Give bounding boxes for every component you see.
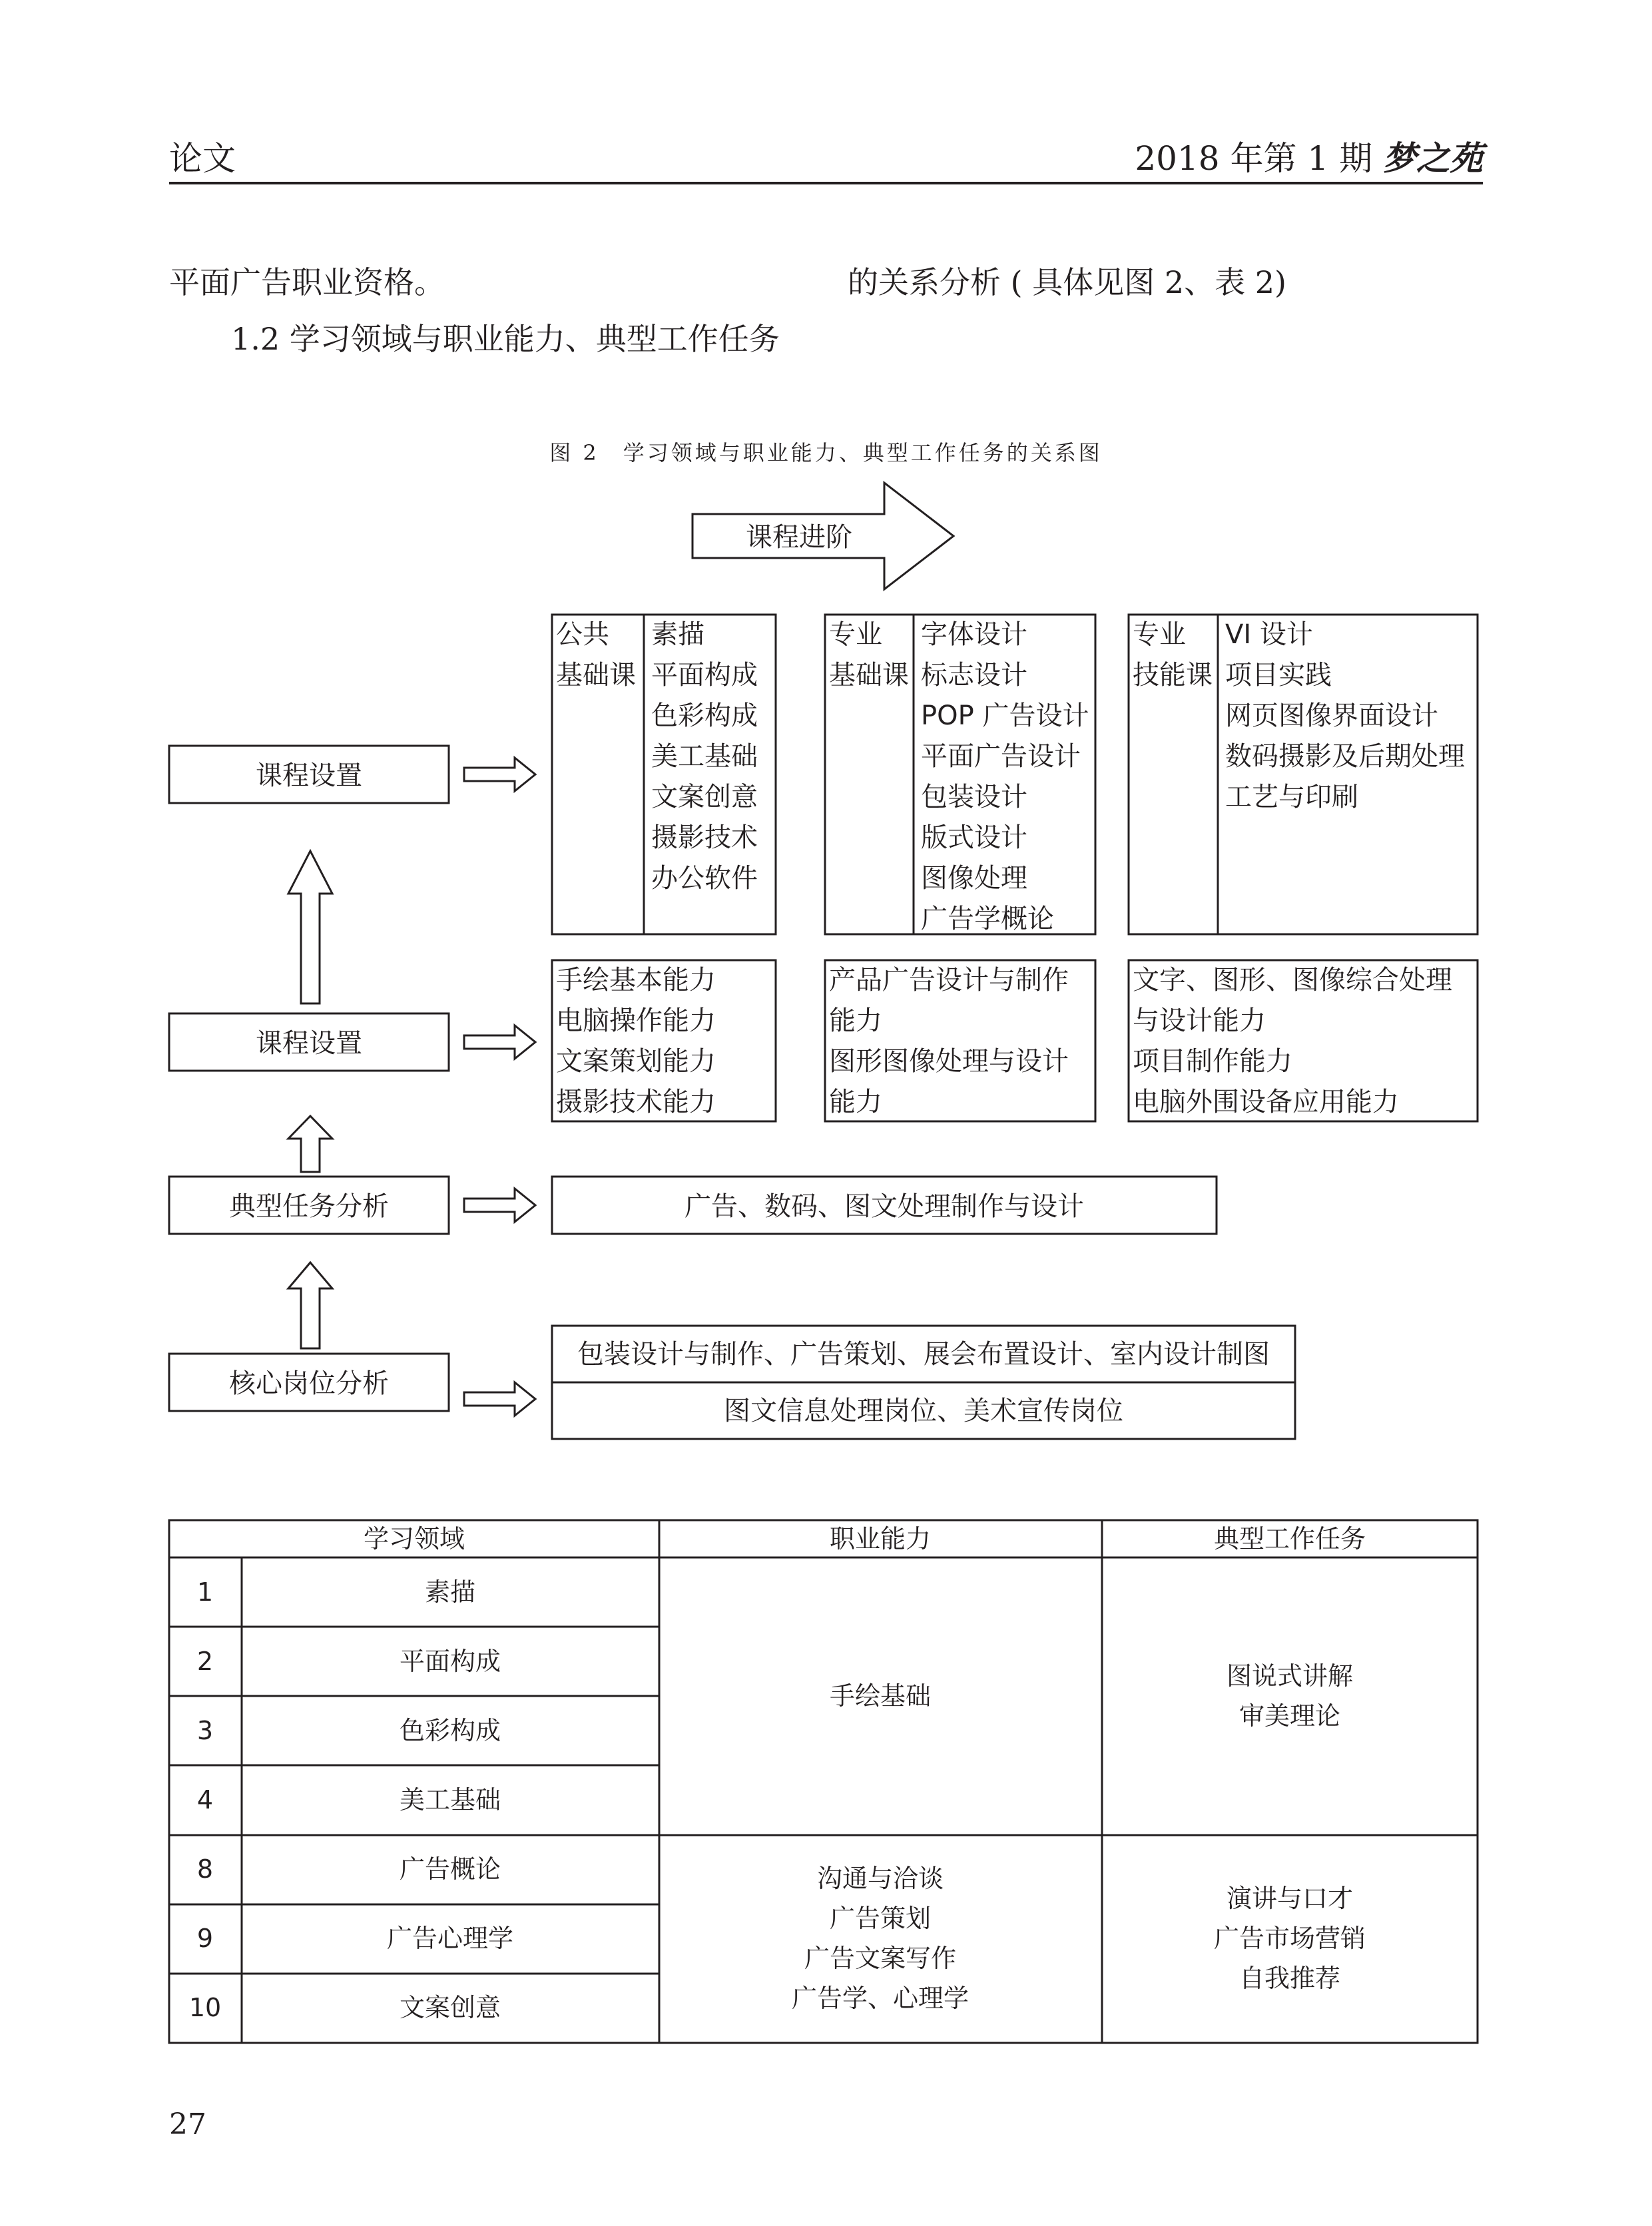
left-box-label: 核心岗位分析 [229, 1368, 389, 1399]
ability-line: 电脑操作能力 [556, 1005, 716, 1036]
right-arrow-2 [464, 1025, 535, 1059]
table-ability: 广告策划 [829, 1904, 932, 1933]
course-item: POP 广告设计 [921, 700, 1089, 731]
table-ability: 广告文案写作 [804, 1944, 957, 1973]
table-task: 广告市场营销 [1213, 1924, 1366, 1953]
table-ability: 广告学、心理学 [791, 1984, 969, 2013]
ability-line: 项目制作能力 [1133, 1046, 1292, 1077]
right-arrow-1 [464, 758, 535, 791]
section-heading: 1.2 学习领域与职业能力、典型工作任务 [231, 321, 780, 357]
body-line-left: 平面广告职业资格。 [169, 264, 445, 300]
course-item: 平面构成 [651, 660, 758, 691]
course-item: 版式设计 [921, 822, 1027, 853]
table-learning-area: 素描 [424, 1577, 476, 1607]
right-arrow-3 [464, 1189, 535, 1222]
table-learning-area: 广告概论 [399, 1854, 501, 1884]
ability-line: 能力 [829, 1087, 882, 1117]
table-task: 演讲与口才 [1226, 1884, 1354, 1913]
table-task: 图说式讲解 [1226, 1661, 1354, 1691]
course-item: 项目实践 [1225, 660, 1332, 691]
core-positions-line: 图文信息处理岗位、美术宣传岗位 [724, 1396, 1123, 1426]
table-header-cell: 典型工作任务 [1213, 1524, 1366, 1553]
ability-line: 摄影技术能力 [556, 1087, 716, 1117]
table-row-number: 4 [196, 1785, 214, 1814]
table-row-number: 10 [188, 1993, 222, 2022]
course-item: 办公软件 [651, 863, 758, 894]
course-type-label: 公共 [556, 619, 609, 650]
course-item: VI 设计 [1225, 619, 1313, 650]
course-item: 包装设计 [921, 782, 1027, 812]
table-learning-area: 平面构成 [399, 1647, 501, 1676]
ability-line: 文字、图形、图像综合处理 [1133, 965, 1452, 995]
table-task: 自我推荐 [1239, 1964, 1341, 1993]
ability-line: 文案策划能力 [556, 1046, 716, 1077]
table-row-number: 8 [196, 1854, 214, 1884]
course-type-label: 基础课 [556, 660, 636, 691]
journal-name: 梦之苑 [1383, 139, 1483, 178]
ability-line: 手绘基本能力 [556, 965, 716, 995]
ability-line: 电脑外围设备应用能力 [1133, 1087, 1399, 1117]
page-number: 27 [169, 2107, 206, 2141]
running-header-section: 论文 [169, 139, 236, 178]
course-item: 工艺与印刷 [1225, 782, 1358, 812]
course-type-label: 技能课 [1133, 660, 1213, 691]
course-item: 色彩构成 [651, 700, 758, 731]
table-learning-area: 广告心理学 [386, 1924, 514, 1953]
course-item: 美工基础 [651, 741, 758, 772]
table-header-cell: 学习领域 [363, 1524, 465, 1553]
course-item: 摄影技术 [651, 822, 758, 853]
left-box-label: 课程设置 [256, 1028, 362, 1059]
course-item: 数码摄影及后期处理 [1225, 741, 1465, 772]
right-arrow-4 [464, 1382, 535, 1416]
issue-label: 2018 年第 1 期 [1135, 139, 1373, 178]
course-item: 平面广告设计 [921, 741, 1081, 772]
course-type-label: 基础课 [829, 660, 909, 691]
ability-line: 图形图像处理与设计 [829, 1046, 1069, 1077]
body-line-right: 的关系分析 ( 具体见图 2、表 2) [848, 264, 1286, 300]
course-type-label: 专业 [829, 619, 882, 650]
figure-caption: 图 2 学习领域与职业能力、典型工作任务的关系图 [549, 440, 1103, 465]
ability-line: 产品广告设计与制作 [829, 965, 1069, 995]
table-task: 审美理论 [1239, 1701, 1341, 1731]
up-arrow-2 [288, 1116, 332, 1172]
table-row-number: 9 [196, 1924, 214, 1953]
typical-tasks-text: 广告、数码、图文处理制作与设计 [685, 1191, 1084, 1222]
course-item: 图像处理 [921, 863, 1027, 894]
up-arrow-3 [288, 1262, 332, 1348]
table-row-number: 2 [196, 1647, 214, 1676]
course-item: 标志设计 [921, 660, 1027, 691]
table-learning-area: 美工基础 [399, 1785, 501, 1814]
course-item: 网页图像界面设计 [1225, 700, 1438, 731]
course-item: 广告学概论 [921, 904, 1054, 934]
left-box-label: 课程设置 [256, 760, 362, 791]
up-arrow-1 [288, 851, 332, 1003]
table-learning-area: 文案创意 [399, 1993, 501, 2022]
table-ability: 手绘基础 [829, 1681, 932, 1711]
table-learning-area: 色彩构成 [399, 1716, 501, 1745]
progress-arrow-label: 课程进阶 [746, 522, 852, 553]
core-positions-line: 包装设计与制作、广告策划、展会布置设计、室内设计制图 [577, 1339, 1270, 1370]
course-item: 字体设计 [921, 619, 1027, 650]
course-type-label: 专业 [1133, 619, 1186, 650]
table-header-cell: 职业能力 [829, 1524, 932, 1553]
table-row-number: 1 [196, 1577, 214, 1607]
course-item: 文案创意 [651, 782, 758, 812]
course-item: 素描 [651, 619, 704, 650]
table-ability: 沟通与洽谈 [816, 1864, 944, 1893]
ability-line: 能力 [829, 1005, 882, 1036]
left-box-label: 典型任务分析 [229, 1191, 389, 1222]
ability-line: 与设计能力 [1133, 1005, 1266, 1036]
table-row-number: 3 [196, 1716, 214, 1745]
